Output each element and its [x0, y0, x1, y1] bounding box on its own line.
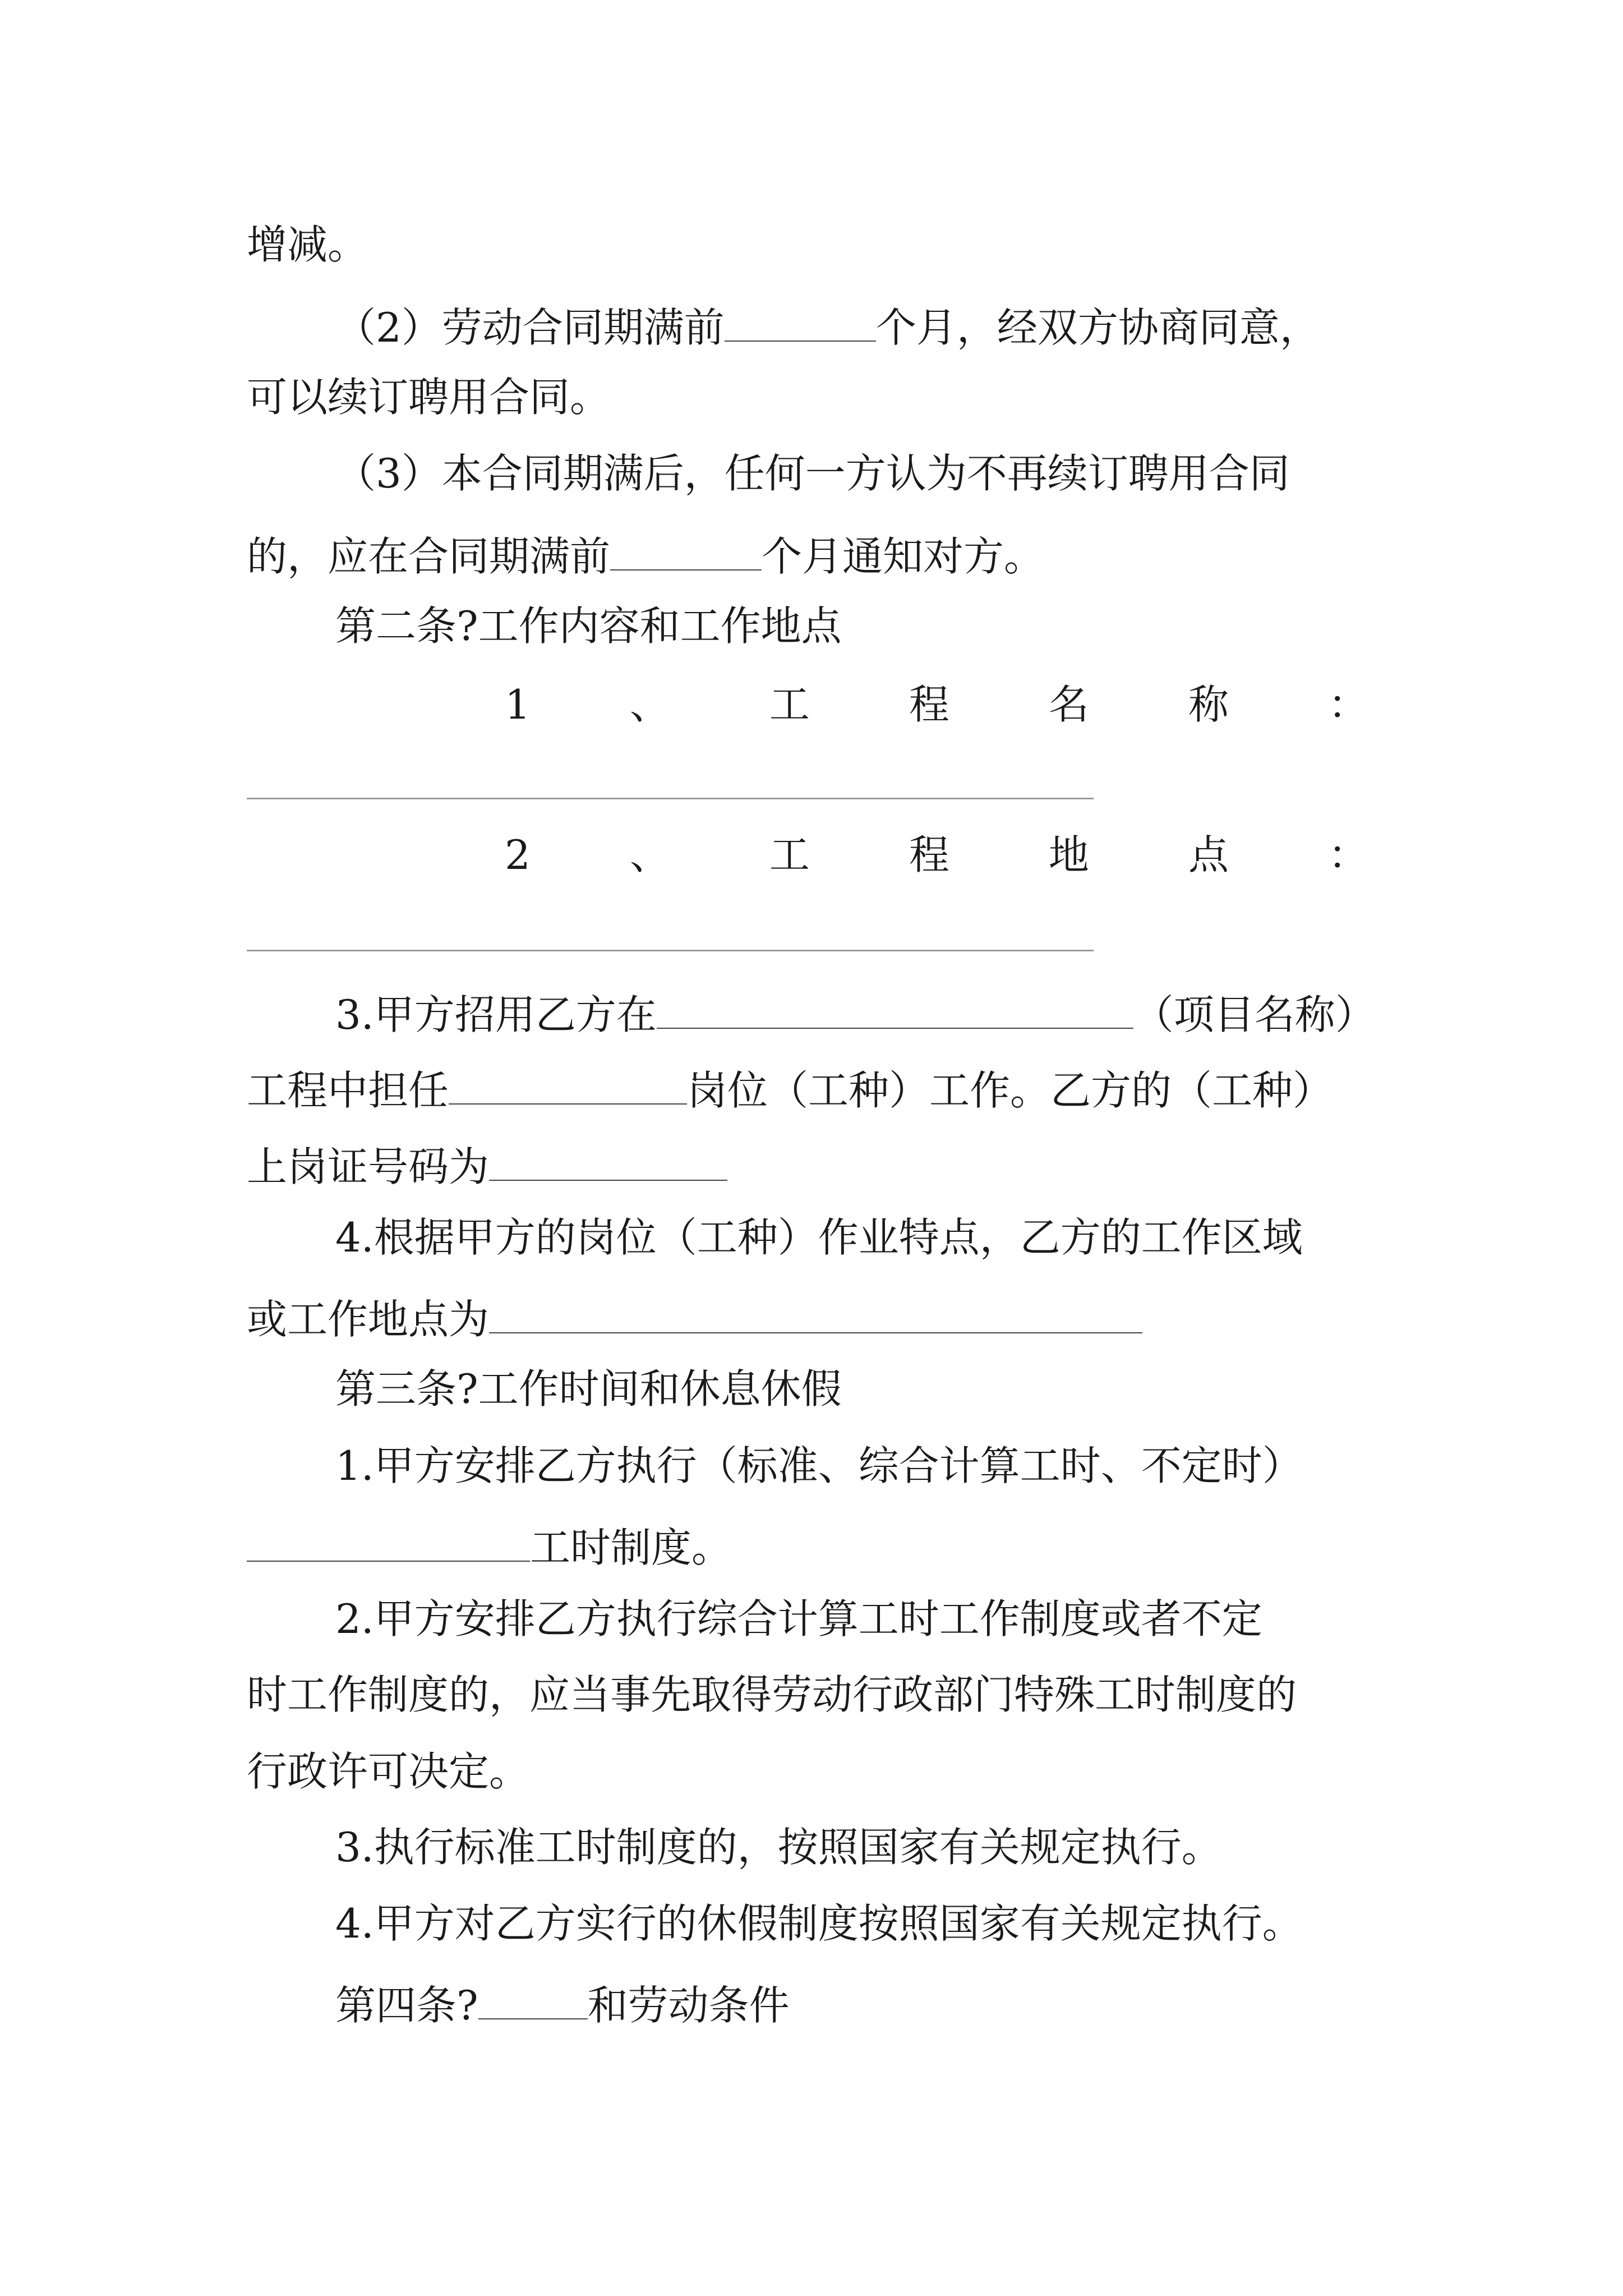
section-heading: 第三条?工作时间和休息休假: [335, 1365, 842, 1412]
fill-in-line: [247, 798, 1094, 799]
text-line: 上岗证号码为: [247, 1140, 727, 1187]
text-line: 工程中担任 岗位（工种）工作。乙方的（工种）: [247, 1064, 1333, 1111]
section-heading: 第四条? 和劳动条件: [335, 1979, 790, 2026]
text-line: 增减。: [247, 221, 368, 268]
fill-in-blank: [478, 1979, 588, 2019]
spread-line-project-name: 1 、 工 程 名 称 ：: [505, 681, 1368, 728]
text-line: （2）劳动合同期满前 个月，经双方协商同意，: [335, 301, 1320, 348]
fill-in-blank: [657, 988, 1133, 1029]
fill-in-blank: [725, 301, 876, 342]
fill-in-blank: [489, 1293, 1142, 1333]
text-line: 的，应在合同期满前 个月通知对方。: [247, 530, 1044, 577]
text-line: 时工作制度的，应当事先取得劳动行政部门特殊工时制度的: [247, 1671, 1297, 1718]
section-heading: 第二条?工作内容和工作地点: [335, 602, 842, 650]
fill-in-line: [247, 950, 1094, 951]
text-line: 4.根据甲方的岗位（工种）作业特点，乙方的工作区域: [335, 1214, 1303, 1261]
fill-in-blank: [610, 530, 762, 570]
text-line: （3）本合同期满后，任何一方认为不再续订聘用合同: [335, 450, 1290, 497]
text-line: 1.甲方安排乙方执行（标准、综合计算工时、不定时）: [335, 1442, 1303, 1489]
text-line: 2.甲方安排乙方执行综合计算工时工作制度或者不定: [335, 1595, 1262, 1642]
text-line: 3.执行标准工时制度的，按照国家有关规定执行。: [335, 1824, 1222, 1871]
fill-in-blank: [449, 1064, 687, 1105]
text-line: 或工作地点为: [247, 1293, 1142, 1340]
text-line: 3.甲方招用乙方在 （项目名称）: [335, 988, 1376, 1035]
text-line: 工时制度。: [247, 1521, 732, 1568]
fill-in-blank: [489, 1140, 727, 1181]
text-line: 行政许可决定。: [247, 1748, 530, 1795]
spread-line-project-location: 2 、 工 程 地 点 ：: [505, 831, 1368, 878]
text-line: 4.甲方对乙方实行的休假制度按照国家有关规定执行。: [335, 1900, 1303, 1947]
fill-in-blank: [247, 1521, 530, 1562]
text-line: 可以续订聘用合同。: [247, 374, 611, 421]
